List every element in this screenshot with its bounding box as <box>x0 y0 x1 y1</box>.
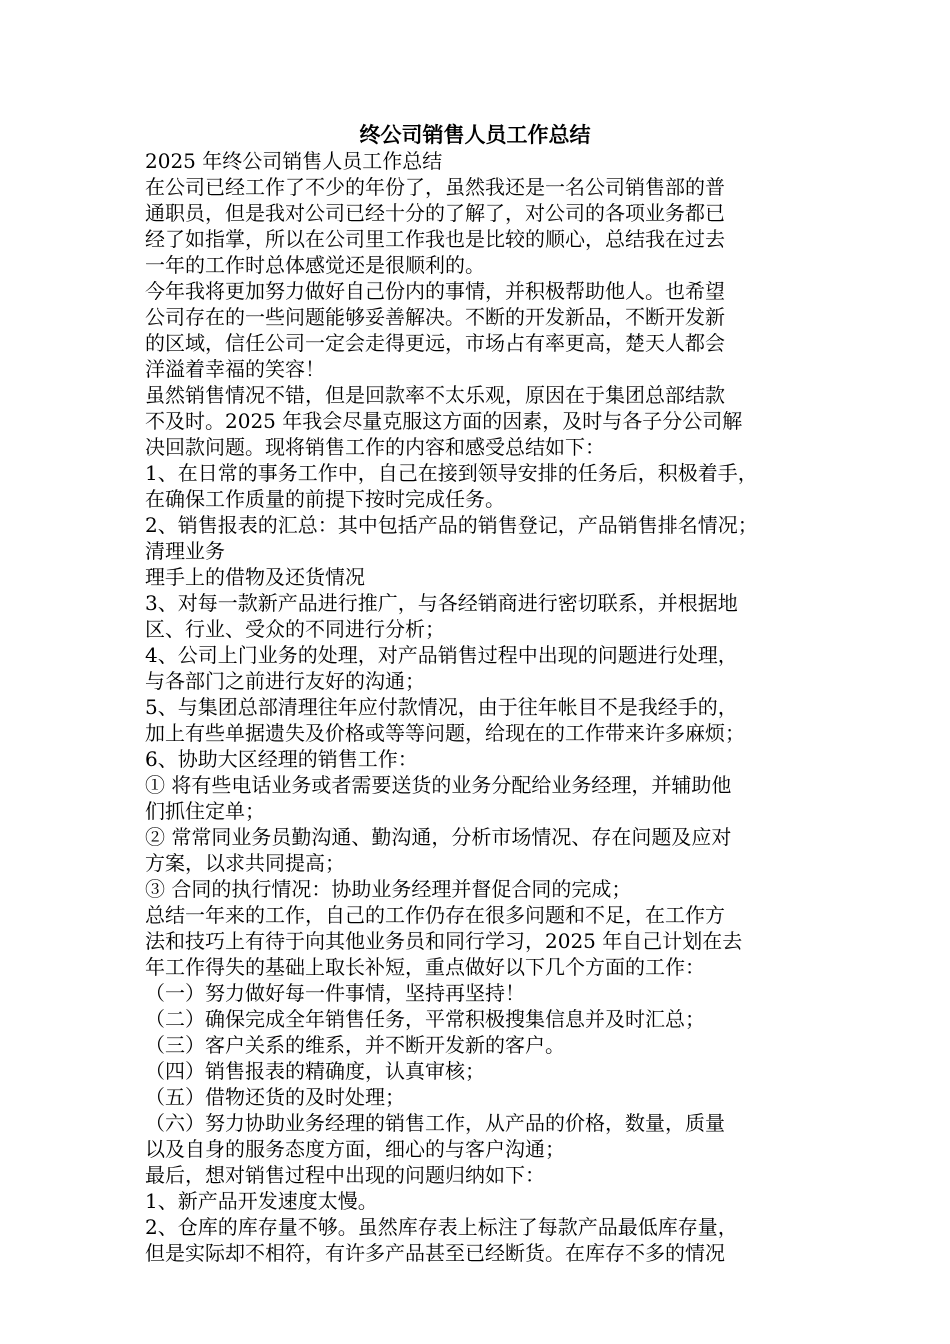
body-line: 理手上的借物及还货情况 <box>145 565 365 589</box>
body-line: 年工作得失的基础上取长补短，重点做好以下几个方面的工作： <box>145 955 705 979</box>
body-line: 与各部门之前进行友好的沟通； <box>145 669 425 693</box>
body-line: （一）努力做好每一件事情，坚持再坚持！ <box>145 981 525 1005</box>
body-line: 5、与集团总部清理往年应付款情况，由于往年帐目不是我经手的， <box>145 695 738 719</box>
body-line: ③ 合同的执行情况：协助业务经理并督促合同的完成； <box>145 877 632 901</box>
body-line: （四）销售报表的精确度，认真审核； <box>145 1059 485 1083</box>
body-line: 1、在日常的事务工作中，自己在接到领导安排的任务后，积极着手， <box>145 461 758 485</box>
body-line: 2、仓库的库存量不够。虽然库存表上标注了每款产品最低库存量， <box>145 1215 738 1239</box>
body-line: 但是实际却不相符，有许多产品甚至已经断货。在库存不多的情况 <box>145 1241 725 1265</box>
body-line: ① 将有些电话业务或者需要送货的业务分配给业务经理，并辅助他 <box>145 773 732 797</box>
body-line: 以及自身的服务态度方面，细心的与客户沟通； <box>145 1137 565 1161</box>
body-line: 公司存在的一些问题能够妥善解决。不断的开发新品，不断开发新 <box>145 305 725 329</box>
body-line: 总结一年来的工作，自己的工作仍存在很多问题和不足，在工作方 <box>145 903 725 927</box>
body-line: 经了如指掌，所以在公司里工作我也是比较的顺心，总结我在过去 <box>145 227 725 251</box>
body-line: 4、公司上门业务的处理，对产品销售过程中出现的问题进行处理， <box>145 643 738 667</box>
body-line: 2025 年终公司销售人员工作总结 <box>145 149 443 173</box>
body-line: ② 常常同业务员勤沟通、勤沟通，分析市场情况、存在问题及应对 <box>145 825 732 849</box>
body-line: 区、行业、受众的不同进行分析； <box>145 617 445 641</box>
body-line: 不及时。2025 年我会尽量克服这方面的因素，及时与各子分公司解 <box>145 409 743 433</box>
body-line: 法和技巧上有待于向其他业务员和同行学习，2025 年自己计划在去 <box>145 929 743 953</box>
body-line: 2、销售报表的汇总：其中包括产品的销售登记，产品销售排名情况； <box>145 513 758 537</box>
document-title: 终公司销售人员工作总结 <box>359 123 591 147</box>
body-line: 最后，想对销售过程中出现的问题归纳如下： <box>145 1163 545 1187</box>
body-line: 方案，以求共同提高； <box>145 851 345 875</box>
body-line: （五）借物还货的及时处理； <box>145 1085 405 1109</box>
body-line: 决回款问题。现将销售工作的内容和感受总结如下： <box>145 435 605 459</box>
document-body <box>145 148 825 1266</box>
body-line: 在公司已经工作了不少的年份了，虽然我还是一名公司销售部的普 <box>145 175 725 199</box>
body-line: 加上有些单据遗失及价格或等等问题，给现在的工作带来许多麻烦； <box>145 721 745 745</box>
body-line: （六）努力协助业务经理的销售工作，从产品的价格，数量，质量 <box>145 1111 725 1135</box>
body-line: 3、对每一款新产品进行推广，与各经销商进行密切联系，并根据地 <box>145 591 738 615</box>
body-line: 今年我将更加努力做好自己份内的事情，并积极帮助他人。也希望 <box>145 279 725 303</box>
body-line: （三）客户关系的维系，并不断开发新的客户。 <box>145 1033 565 1057</box>
body-line: 6、协助大区经理的销售工作： <box>145 747 418 771</box>
body-line: 们抓住定单； <box>145 799 265 823</box>
body-line: （二）确保完成全年销售任务，平常积极搜集信息并及时汇总； <box>145 1007 705 1031</box>
body-line: 1、新产品开发速度太慢。 <box>145 1189 378 1213</box>
body-line: 的区域，信任公司一定会走得更远，市场占有率更高，楚天人都会 <box>145 331 725 355</box>
body-line: 虽然销售情况不错，但是回款率不太乐观，原因在于集团总部结款 <box>145 383 725 407</box>
body-line: 清理业务 <box>145 539 225 563</box>
body-line: 在确保工作质量的前提下按时完成任务。 <box>145 487 505 511</box>
body-line: 洋溢着幸福的笑容！ <box>145 357 325 381</box>
body-line: 一年的工作时总体感觉还是很顺利的。 <box>145 253 485 277</box>
body-line: 通职员，但是我对公司已经十分的了解了，对公司的各项业务都已 <box>145 201 725 225</box>
